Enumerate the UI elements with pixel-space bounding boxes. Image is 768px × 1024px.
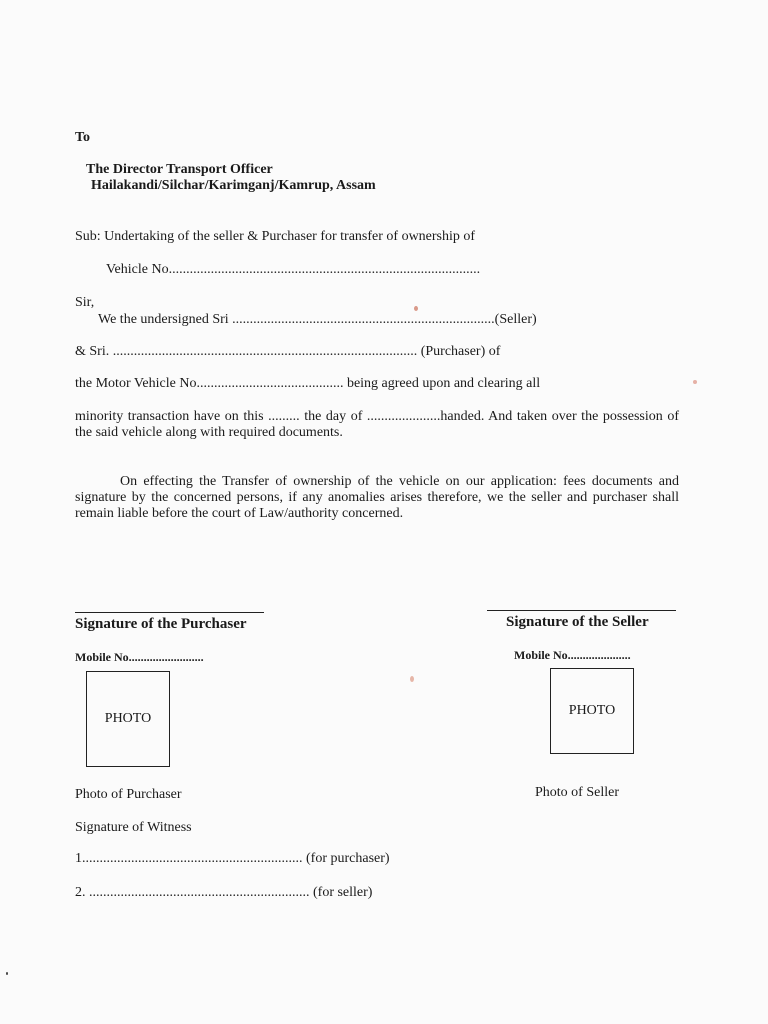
salutation: Sir,	[75, 295, 95, 310]
purchaser-photo-label: PHOTO	[104, 711, 152, 726]
purchaser-mobile-no: Mobile No.........................	[75, 650, 204, 664]
minority-paragraph: minority transaction have on this ......... the day of .....................handed. And taken over the possession of the said vehicle along with required documents.	[75, 409, 679, 440]
purchaser-photo-box	[86, 671, 170, 767]
witness-heading: Signature of Witness	[75, 820, 192, 835]
addressee-location: Hailakandi/Silchar/Karimganj/Kamrup, Assam	[91, 178, 376, 193]
seller-signature-line	[487, 610, 676, 611]
scan-speck	[410, 676, 414, 682]
vehicle-no-line: Vehicle No.........................................................................................	[106, 262, 481, 277]
effecting-paragraph: On effecting the Transfer of ownership of the vehicle on our application: fees documents and signature by the concerned persons, if any anomalies arises therefore, we the seller and purchaser shall remain liable before the court of Law/authority concerned.	[75, 474, 679, 521]
witness-line-seller: 2. ............................................................... (for seller)	[75, 885, 373, 900]
witness-line-purchaser: 1............................................................... (for purchaser)	[75, 851, 390, 866]
to-label: To	[75, 130, 91, 145]
seller-mobile-no: Mobile No.....................	[514, 648, 631, 662]
motor-vehicle-line: the Motor Vehicle No.......................................... being agreed upon and clearing all	[75, 376, 541, 391]
purchaser-line: & Sri. ....................................................................................... (Purchaser) of	[75, 344, 501, 359]
purchaser-signature-line	[75, 612, 264, 613]
seller-photo-box	[550, 668, 634, 754]
scan-speck	[414, 306, 418, 311]
seller-photo-label: PHOTO	[568, 703, 616, 718]
subject-line: Sub: Undertaking of the seller & Purchaser for transfer of ownership of	[75, 229, 476, 244]
scan-speck	[693, 380, 697, 384]
scan-speck	[6, 972, 8, 975]
photo-of-purchaser-caption: Photo of Purchaser	[75, 787, 182, 802]
addressee-title: The Director Transport Officer	[86, 162, 273, 177]
purchaser-signature-heading: Signature of the Purchaser	[75, 616, 247, 632]
seller-line: We the undersigned Sri ...........................................................................(Seller)	[98, 312, 537, 327]
photo-of-seller-caption: Photo of Seller	[535, 785, 619, 800]
seller-signature-heading: Signature of the Seller	[506, 614, 649, 630]
